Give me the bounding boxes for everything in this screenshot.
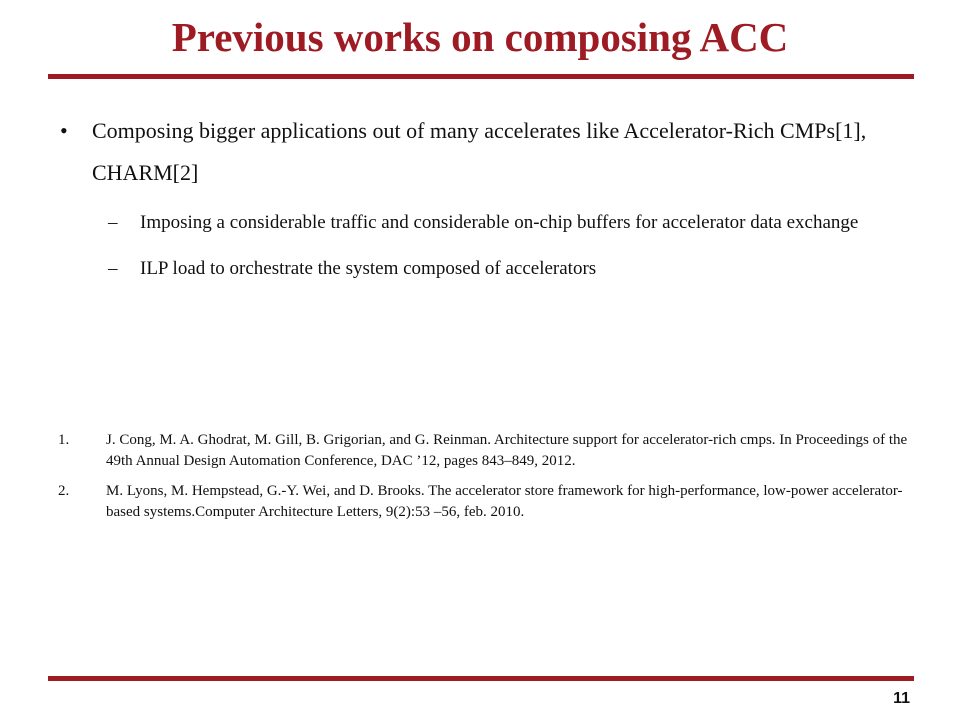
- reference-item: [58, 481, 908, 523]
- bullet-marker: •: [60, 118, 68, 143]
- reference-text: J. Cong, M. A. Ghodrat, M. Gill, B. Grigorian, and G. Reinman. Architecture support for accelerator-rich cmps. In Proceedings of the 49th Annual Design Automation Conference, DAC ’12, pages 843–849, 2012.: [106, 432, 908, 469]
- sub-bullet-marker: –: [108, 212, 118, 233]
- reference-number: 2.: [58, 483, 70, 499]
- page-number: 11: [893, 690, 910, 707]
- reference-number: 1.: [58, 432, 70, 448]
- reference-item: [58, 430, 908, 472]
- sub-bullet-item: [60, 202, 890, 244]
- reference-list: [58, 430, 908, 532]
- bullet-item: [60, 110, 890, 194]
- footer-divider: [48, 676, 914, 681]
- sub-bullet-list: [60, 202, 890, 290]
- sub-bullet-marker: –: [108, 258, 118, 279]
- reference-text: M. Lyons, M. Hempstead, G.-Y. Wei, and D. Brooks. The accelerator store framework for high-performance, low-power accelerator-based systems.Computer Architecture Letters, 9(2):53 –56, feb. 2010.: [106, 483, 903, 520]
- bullet-list: [60, 110, 890, 294]
- sub-bullet-text: ILP load to orchestrate the system composed of accelerators: [140, 258, 597, 279]
- sub-bullet-item: [60, 248, 890, 290]
- sub-bullet-text: Imposing a considerable traffic and considerable on-chip buffers for accelerator data exchange: [140, 212, 859, 233]
- slide-title: Previous works on composing ACC: [171, 14, 789, 60]
- bullet-text: Composing bigger applications out of many accelerates like Accelerator-Rich CMPs[1], CHARM[2]: [92, 118, 867, 185]
- title-divider: [48, 74, 914, 79]
